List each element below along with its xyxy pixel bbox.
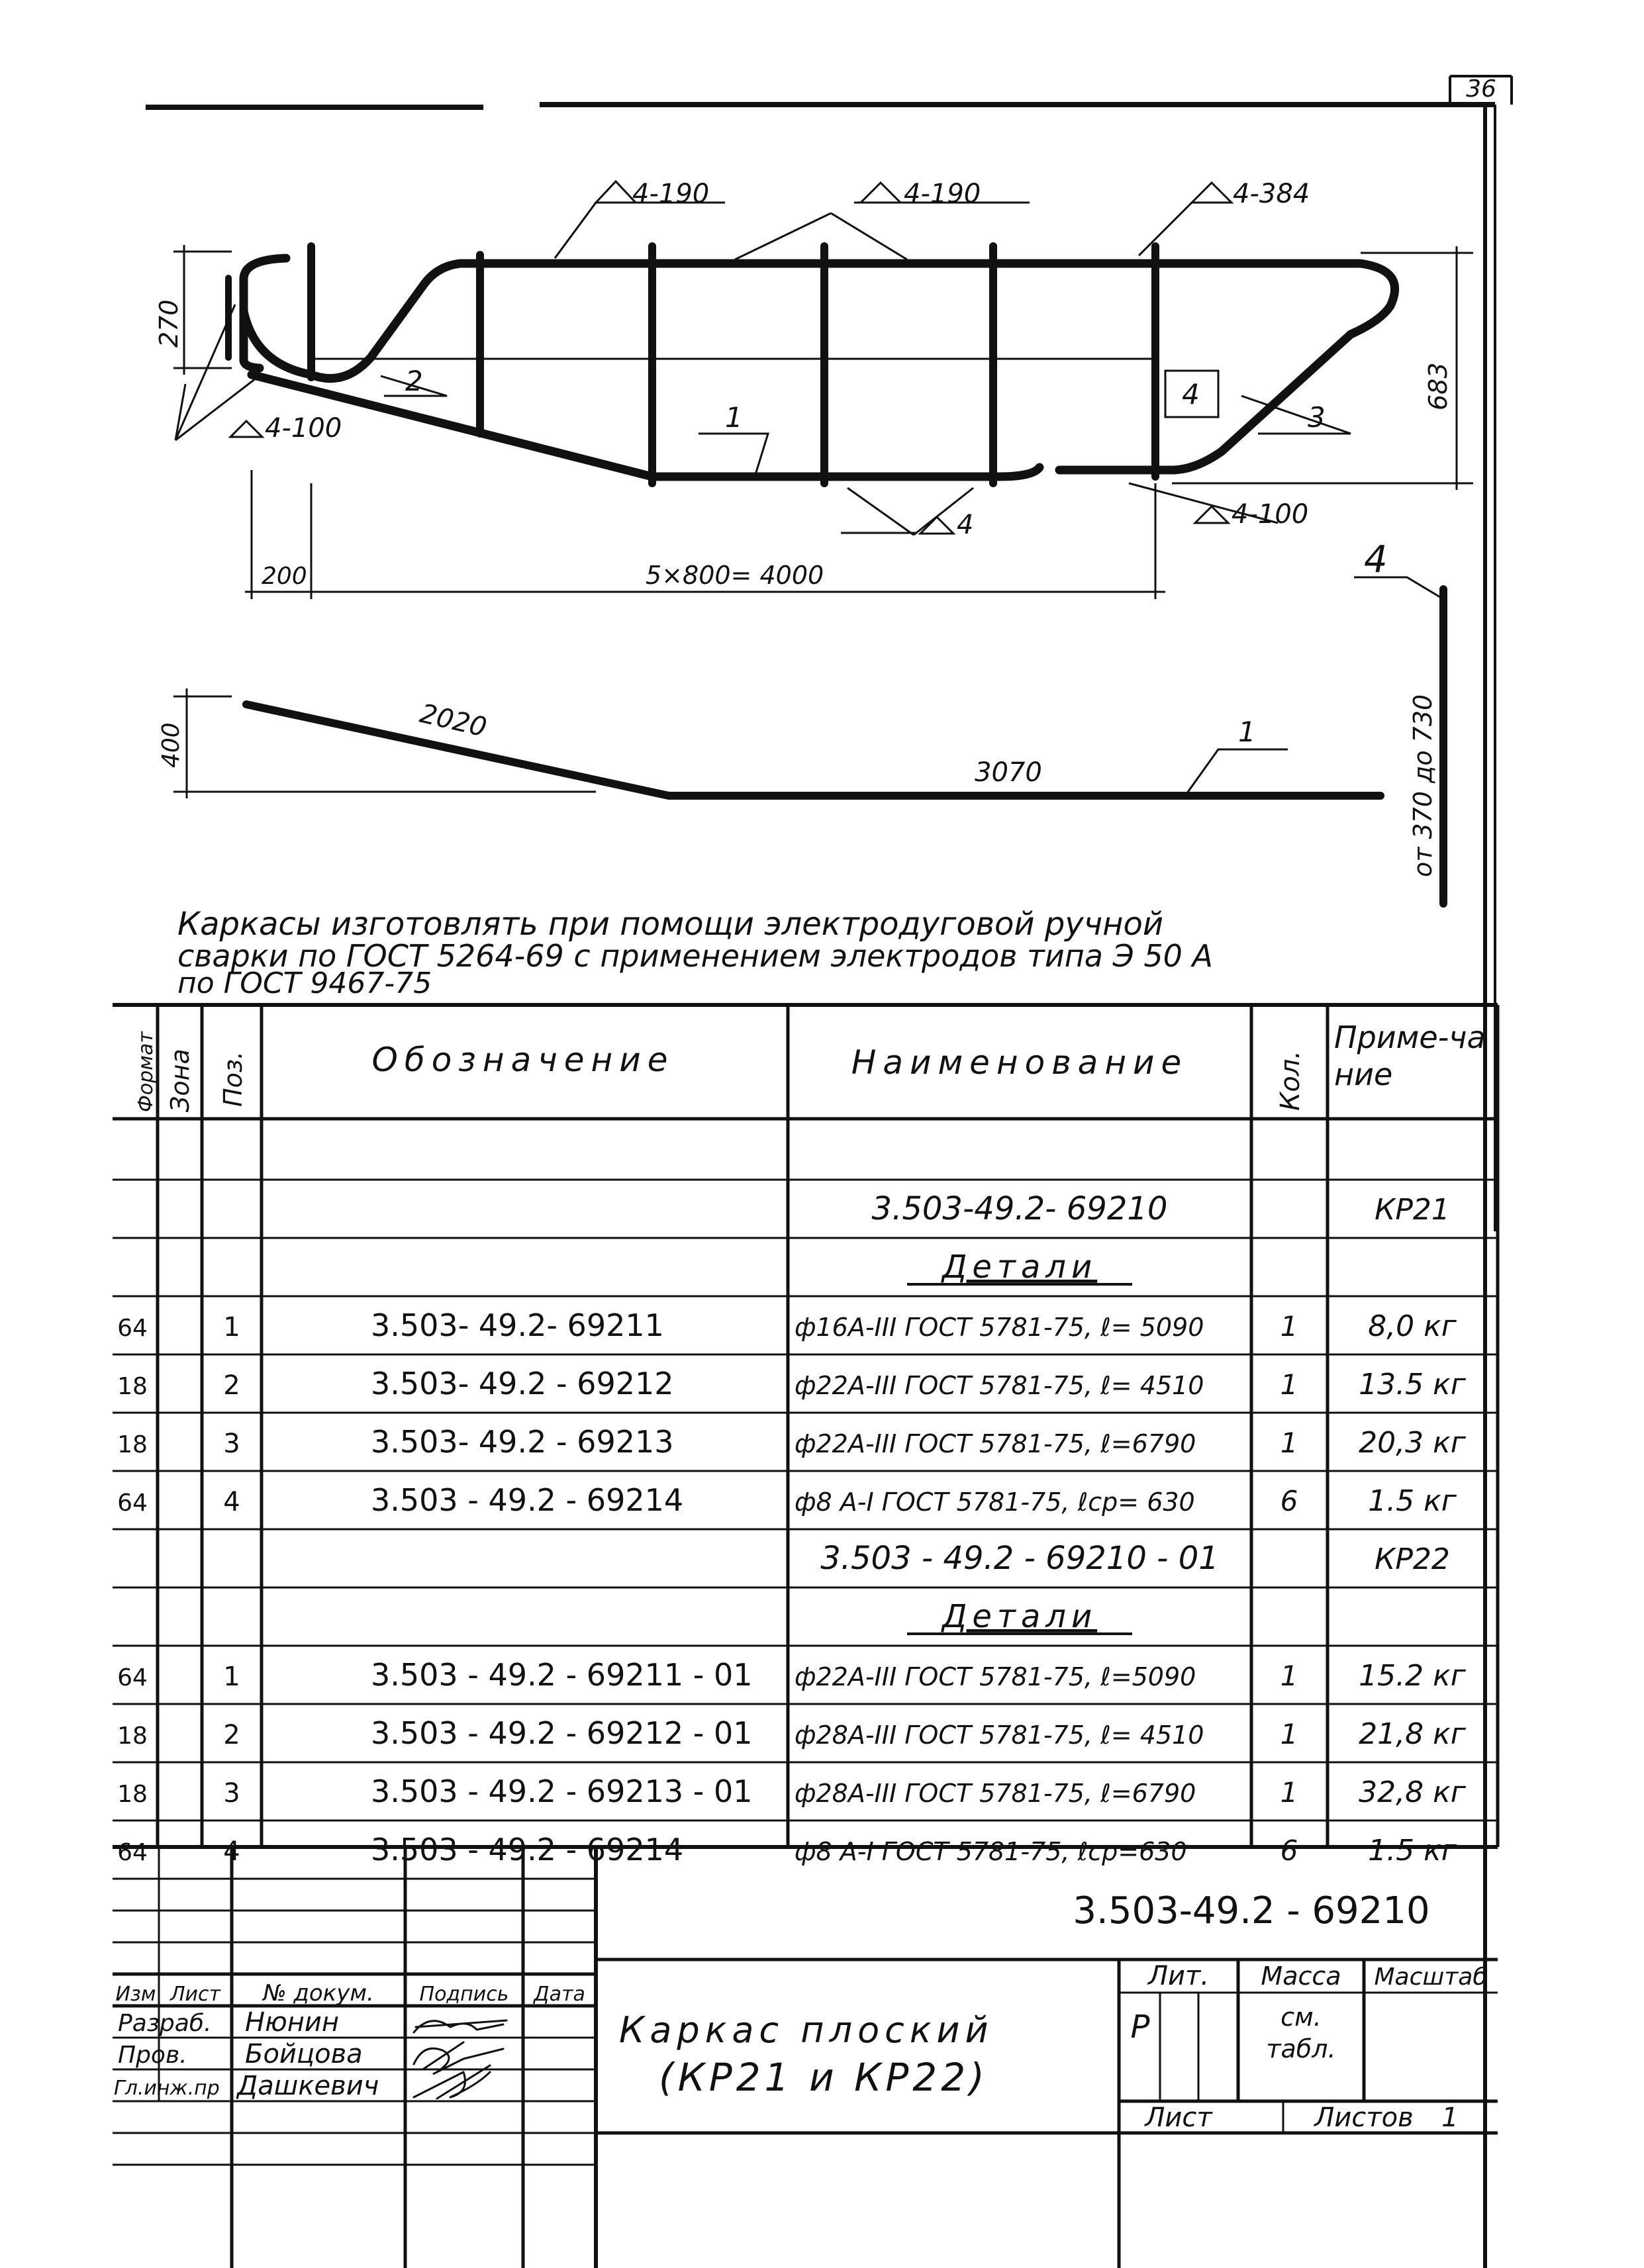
spec-cell-name: Детали bbox=[942, 1249, 1098, 1286]
tb-person: Дашкевич bbox=[237, 2071, 379, 2101]
spec-cell-designation: 3.503- 49.2- 69211 bbox=[371, 1307, 664, 1343]
document-title-1: Каркас плоский bbox=[619, 2009, 994, 2051]
spec-cell-note: 1.5 кг bbox=[1368, 1484, 1457, 1518]
spec-cell-format: 64 bbox=[117, 1315, 148, 1342]
tb-role: Пров. bbox=[118, 2042, 187, 2069]
spec-cell-note: 1.5 кг bbox=[1368, 1834, 1457, 1867]
spec-cell-note: 8,0 кг bbox=[1368, 1309, 1457, 1343]
spec-cell-name: ф8 А-I ГОСТ 5781-75, ℓср=630 bbox=[795, 1837, 1187, 1866]
spec-cell-qty: 1 bbox=[1280, 1310, 1298, 1343]
tb-person: Бойцова bbox=[245, 2039, 363, 2069]
detail-4-mark: 4 bbox=[1364, 538, 1388, 581]
spec-cell-qty: 1 bbox=[1280, 1427, 1298, 1459]
tb-person: Нюнин bbox=[245, 2007, 340, 2038]
document-title-2: (КР21 и КР22) bbox=[659, 2055, 989, 2100]
tb-role: Гл.инж.пр bbox=[114, 2077, 220, 2100]
spec-cell-name: ф16А-III ГОСТ 5781-75, ℓ= 5090 bbox=[795, 1313, 1204, 1342]
spec-cell-name: ф22А-III ГОСТ 5781-75, ℓ=5090 bbox=[795, 1662, 1196, 1691]
scale-label: Масштаб bbox=[1374, 1963, 1488, 1991]
spec-cell-name: 3.503-49.2- 69210 bbox=[871, 1190, 1168, 1227]
spec-cell-designation: 3.503 - 49.2 - 69211 - 01 bbox=[371, 1657, 753, 1693]
spec-cell-name: ф28А-III ГОСТ 5781-75, ℓ= 4510 bbox=[795, 1721, 1204, 1750]
spec-cell-note: КР21 bbox=[1375, 1193, 1450, 1227]
header-format: Формат bbox=[134, 1031, 158, 1112]
spec-cell-designation: 3.503 - 49.2 - 69213 - 01 bbox=[371, 1773, 753, 1809]
dim-left-height: 270 bbox=[154, 299, 183, 348]
sheet-label: Лист bbox=[1145, 2103, 1212, 2133]
position-label: 1 bbox=[725, 401, 743, 434]
tb-role: Разраб. bbox=[118, 2010, 212, 2037]
weld-triangle bbox=[596, 181, 636, 203]
spec-cell-pos: 3 bbox=[223, 1429, 240, 1459]
sheet-frame bbox=[146, 76, 1512, 2268]
spec-cell-qty: 6 bbox=[1280, 1834, 1298, 1867]
header-note: Приме-чание bbox=[1334, 1019, 1486, 1092]
note-line-3: по ГОСТ 9467-75 bbox=[177, 967, 432, 1000]
position-label: 3 bbox=[1308, 401, 1326, 434]
spec-cell-qty: 1 bbox=[1280, 1776, 1298, 1809]
sheets-label: Листов bbox=[1314, 2103, 1414, 2133]
detail-1-straight: 3070 bbox=[975, 757, 1042, 788]
spec-cell-note: 15.2 кг bbox=[1359, 1659, 1466, 1693]
dim-first-step: 200 bbox=[262, 563, 307, 590]
spec-cell-qty: 1 bbox=[1280, 1368, 1298, 1401]
spec-cell-note: КР22 bbox=[1375, 1542, 1450, 1576]
spec-cell-designation: 3.503- 49.2 - 69212 bbox=[371, 1366, 674, 1401]
tb-header-doc: № докум. bbox=[263, 1980, 374, 2007]
spec-cell-designation: 3.503 - 49.2 - 69212 - 01 bbox=[371, 1715, 753, 1751]
position-label: 4 bbox=[1182, 378, 1200, 410]
bar-pos-3 bbox=[841, 263, 1395, 470]
dim-spacing: 5×800= 4000 bbox=[646, 561, 824, 590]
spec-cell-name: ф28А-III ГОСТ 5781-75, ℓ=6790 bbox=[795, 1779, 1196, 1808]
weld-label: 4-384 bbox=[1233, 179, 1310, 209]
spec-cell-pos: 2 bbox=[223, 1370, 240, 1401]
sheet-number: 36 bbox=[1466, 75, 1496, 103]
tb-header-sign: Подпись bbox=[419, 1983, 509, 2006]
spec-cell-format: 64 bbox=[117, 1489, 148, 1517]
spec-cell-format: 18 bbox=[117, 1781, 148, 1808]
spec-cell-format: 64 bbox=[117, 1839, 148, 1866]
tb-header-date: Дата bbox=[534, 1983, 585, 2006]
spec-cell-pos: 3 bbox=[223, 1778, 240, 1809]
position-label: 2 bbox=[405, 365, 423, 397]
mass-value-1: см. bbox=[1281, 2003, 1322, 2032]
spec-cell-qty: 1 bbox=[1280, 1718, 1298, 1750]
spec-cell-name: Детали bbox=[942, 1598, 1098, 1635]
cage-drawing bbox=[173, 245, 1473, 599]
spec-cell-name: ф8 А-I ГОСТ 5781-75, ℓср= 630 bbox=[795, 1488, 1195, 1517]
spec-cell-format: 18 bbox=[117, 1431, 148, 1458]
spec-cell-note: 21,8 кг bbox=[1359, 1717, 1466, 1751]
spec-cell-pos: 4 bbox=[223, 1487, 240, 1517]
note-line-2: сварки по ГОСТ 5264-69 с применением электродов типа Э 50 А bbox=[177, 938, 1213, 974]
sheets-value: 1 bbox=[1441, 2103, 1459, 2133]
spec-cell-name: 3.503 - 49.2 - 69210 - 01 bbox=[820, 1540, 1219, 1577]
dim-right-height: 683 bbox=[1424, 362, 1453, 410]
detail-1-slope: 2020 bbox=[416, 698, 490, 743]
spec-cell-designation: 3.503- 49.2 - 69213 bbox=[371, 1424, 674, 1460]
spec-cell-qty: 6 bbox=[1280, 1485, 1298, 1517]
bar-pos-1 bbox=[252, 375, 1040, 477]
note-line-1: Каркасы изготовлять при помощи электродуговой ручной bbox=[177, 906, 1164, 943]
spec-cell-name: ф22А-III ГОСТ 5781-75, ℓ=6790 bbox=[795, 1429, 1196, 1458]
header-zone: Зона bbox=[166, 1049, 195, 1112]
weld-label: 4-100 bbox=[265, 413, 342, 444]
spec-cell-format: 64 bbox=[117, 1664, 148, 1691]
weld-label: 4 bbox=[957, 510, 974, 540]
detail-4-length: от 370 до 730 bbox=[1408, 694, 1437, 877]
detail-1 bbox=[173, 688, 1380, 798]
weld-label: 4-190 bbox=[904, 179, 981, 209]
tb-header-list: Лист bbox=[169, 1983, 221, 2006]
detail-1-height: 400 bbox=[158, 722, 185, 768]
spec-cell-format: 18 bbox=[117, 1373, 148, 1400]
spec-cell-designation: 3.503 - 49.2 - 69214 bbox=[371, 1482, 684, 1518]
spec-cell-pos: 1 bbox=[223, 1662, 240, 1692]
mass-value-2: табл. bbox=[1266, 2034, 1336, 2063]
weld-label: 4-100 bbox=[1232, 499, 1309, 530]
spec-cell-designation: 3.503 - 49.2 - 69214 bbox=[371, 1832, 684, 1867]
tb-header-izm: Изм bbox=[115, 1983, 156, 2006]
header-qty: Кол. bbox=[1275, 1050, 1306, 1111]
spec-cell-note: 20,3 кг bbox=[1359, 1426, 1466, 1460]
spec-cell-name: ф22А-III ГОСТ 5781-75, ℓ= 4510 bbox=[795, 1371, 1204, 1400]
spec-cell-note: 13.5 кг bbox=[1359, 1368, 1466, 1401]
header-designation: Обозначение bbox=[371, 1041, 675, 1079]
detail-1-mark: 1 bbox=[1238, 716, 1256, 748]
lit-label: Лит. bbox=[1147, 1961, 1210, 1991]
spec-cell-pos: 1 bbox=[223, 1312, 240, 1343]
spec-cell-pos: 2 bbox=[223, 1720, 240, 1750]
header-name: Наименование bbox=[851, 1043, 1188, 1082]
spec-cell-note: 32,8 кг bbox=[1359, 1775, 1466, 1809]
weld-label: 4-190 bbox=[632, 179, 710, 209]
lit-value: Р bbox=[1130, 2008, 1150, 2046]
bar-pos-2 bbox=[244, 263, 1205, 379]
document-code: 3.503-49.2 - 69210 bbox=[1073, 1889, 1430, 1932]
spec-cell-pos: 4 bbox=[223, 1836, 240, 1867]
spec-cell-qty: 1 bbox=[1280, 1660, 1298, 1692]
mass-label: Масса bbox=[1261, 1961, 1341, 1991]
spec-cell-format: 18 bbox=[117, 1723, 148, 1750]
header-pos: Поз. bbox=[218, 1051, 248, 1107]
signatures bbox=[414, 2020, 507, 2099]
